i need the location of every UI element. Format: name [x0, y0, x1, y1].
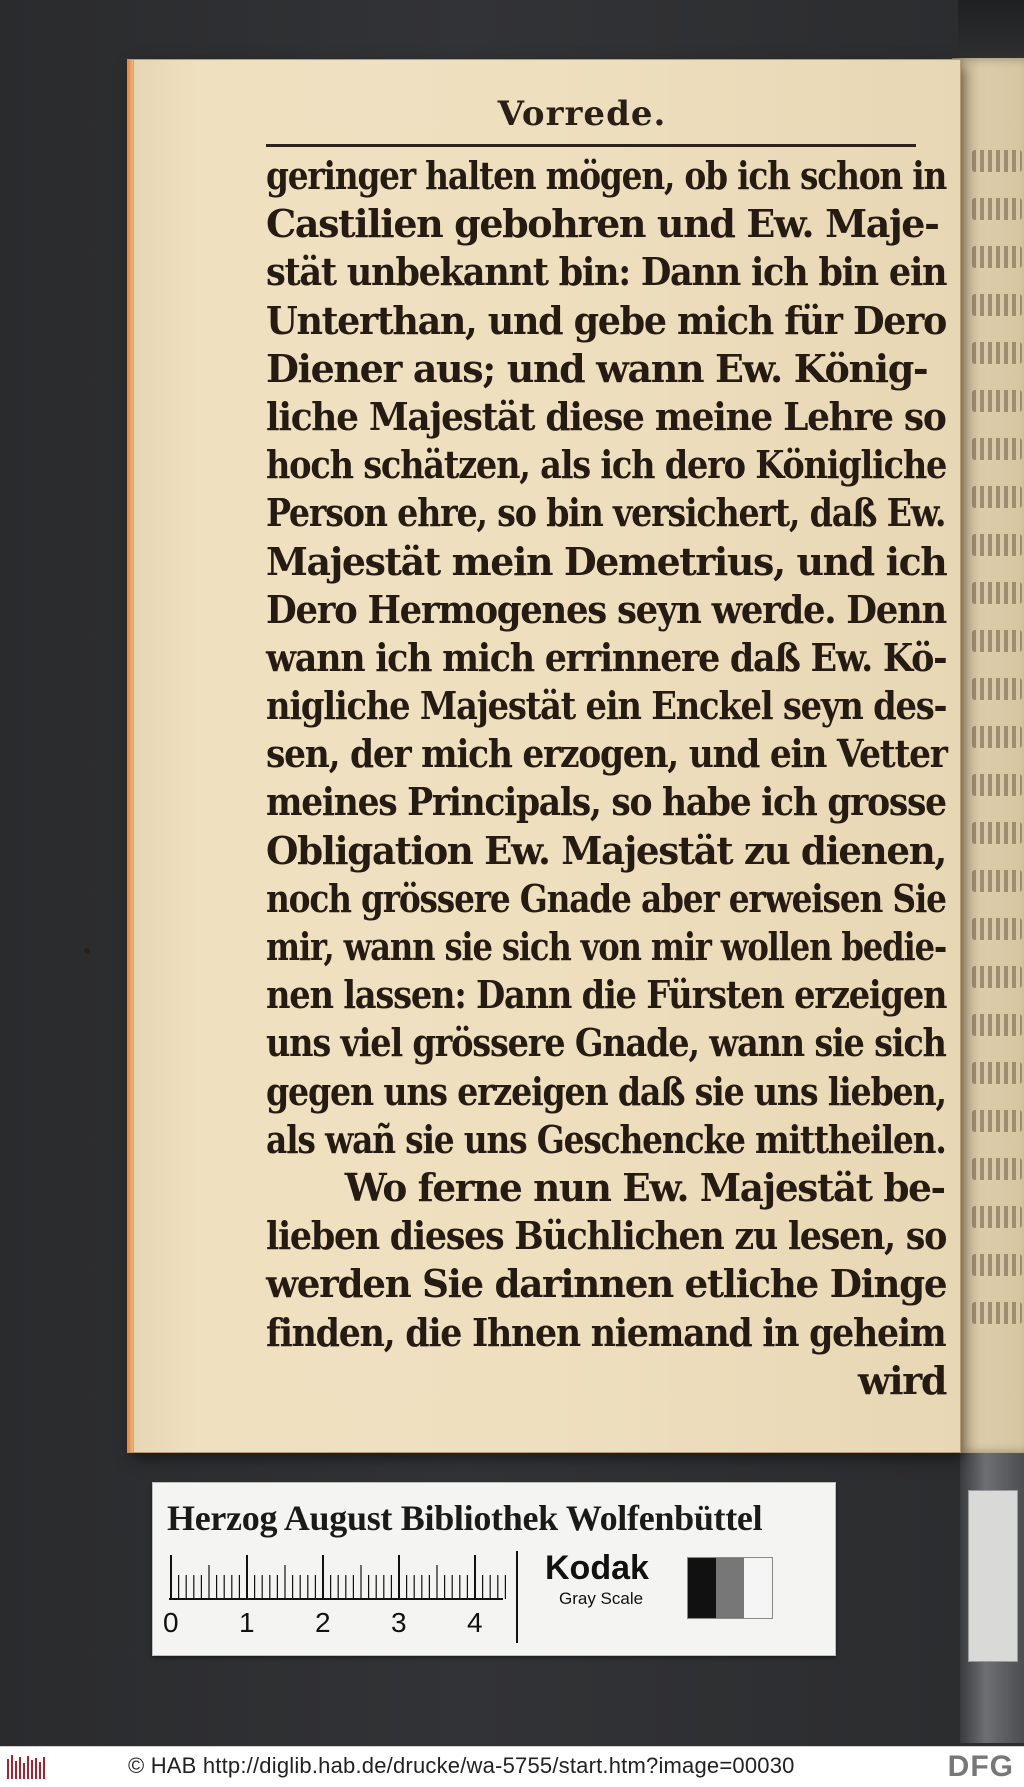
- text-line: sen, der mich erzogen, und ein Vetter: [266, 731, 947, 777]
- text-line: uns viel grössere Gnade, wann sie sich: [266, 1020, 946, 1066]
- facing-text-fragment: [972, 630, 1022, 652]
- ruler-number: 2: [315, 1607, 331, 1638]
- facing-text-fragment: [972, 246, 1022, 268]
- library-name: Herzog August Bibliothek Wolfenbüttel: [167, 1498, 763, 1538]
- footer-bar: [0, 1746, 1024, 1787]
- ink-speck: [84, 948, 90, 954]
- running-head-rule: [266, 144, 916, 147]
- text-line: mir, wann sie sich von mir wollen bedie-: [266, 924, 947, 969]
- facing-text-fragment: [972, 1158, 1022, 1180]
- facing-text-fragment: [972, 438, 1022, 460]
- facing-page-top: [958, 0, 1024, 58]
- text-line: Obligation Ew. Majestät zu dienen,: [266, 827, 947, 873]
- facing-text-fragment: [972, 918, 1022, 940]
- facing-text-fragment: [972, 1254, 1022, 1276]
- footer-url[interactable]: © HAB http://diglib.hab.de/drucke/wa-5755/start.htm?image=00030: [128, 1753, 795, 1778]
- page-text: [266, 152, 946, 1405]
- text-line: Majestät mein Demetrius, und ich: [266, 538, 947, 584]
- ruler-number: 3: [391, 1607, 407, 1638]
- facing-text-fragment: [972, 774, 1022, 796]
- text-line: Unterthan, und gebe mich für Dero: [266, 297, 947, 343]
- facing-text-fragment: [972, 678, 1022, 700]
- text-line: nigliche Majestät ein Enckel seyn des-: [266, 683, 947, 729]
- facing-text-fragment: [972, 1014, 1022, 1036]
- gray-swatch: [688, 1558, 716, 1618]
- facing-text-fragment: [972, 1206, 1022, 1228]
- text-line: finden, die Ihnen niemand in geheim: [266, 1309, 946, 1355]
- book-page: [128, 60, 960, 1452]
- catchword: wird: [857, 1357, 946, 1403]
- facing-text-fragment: [972, 342, 1022, 364]
- ruler-icon: [169, 1555, 509, 1603]
- facing-text-fragment: [972, 534, 1022, 556]
- text-line: gegen uns erzeigen daß sie uns lieben,: [266, 1068, 946, 1114]
- gray-scale-label: Gray Scale: [559, 1589, 644, 1608]
- shelf-label: [968, 1490, 1018, 1662]
- text-line: Wo ferne nun Ew. Majestät be-: [344, 1164, 945, 1210]
- gray-swatch: [744, 1558, 772, 1618]
- facing-text-fragment: [972, 726, 1022, 748]
- text-line: Person ehre, so bin versichert, daß Ew.: [266, 490, 946, 536]
- facing-text-fragment: [972, 1110, 1022, 1132]
- page-edge: [128, 60, 133, 1452]
- text-line: liche Majestät diese meine Lehre so: [266, 393, 946, 439]
- facing-text-fragment: [972, 582, 1022, 604]
- facing-text-fragment: [972, 198, 1022, 220]
- text-line: lieben dieses Büchlichen zu lesen, so: [266, 1213, 947, 1259]
- facing-text-fragment: [972, 822, 1022, 844]
- ruler-number: 0: [163, 1607, 179, 1638]
- separator: [516, 1551, 518, 1643]
- kodak-logo: Kodak: [545, 1549, 649, 1587]
- ruler-numbers: [163, 1607, 523, 1643]
- color-scale-card: [152, 1482, 836, 1656]
- text-line: meines Principals, so habe ich grosse: [266, 779, 946, 825]
- facing-text-fragment: [972, 486, 1022, 508]
- text-line: stät unbekannt bin: Dann ich bin ein: [266, 249, 947, 295]
- text-line: geringer halten mögen, ob ich schon in: [266, 153, 947, 198]
- ruler-number: 4: [467, 1607, 483, 1638]
- text-line: wann ich mich errinnere daß Ew. Kö-: [266, 634, 947, 680]
- running-head: Vorrede.: [497, 94, 667, 134]
- text-line: hoch schätzen, als ich dero Königliche: [266, 442, 947, 488]
- facing-text-fragment: [972, 390, 1022, 412]
- facing-text-fragment: [972, 1062, 1022, 1084]
- text-line: als wañ sie uns Geschencke mittheilen.: [266, 1116, 946, 1162]
- facing-text-fragment: [972, 150, 1022, 172]
- gray-scale-swatches: [687, 1557, 773, 1619]
- text-line: noch grössere Gnade aber erweisen Sie: [266, 875, 946, 921]
- facing-text-fragment: [972, 966, 1022, 988]
- text-line: Castilien gebohren und Ew. Maje-: [266, 201, 939, 247]
- facing-text-fragment: [972, 1302, 1022, 1324]
- hab-logo-icon: [6, 1753, 46, 1781]
- text-line: Dero Hermogenes seyn werde. Denn: [266, 586, 946, 632]
- gray-swatch: [716, 1558, 744, 1618]
- facing-text-fragment: [972, 294, 1022, 316]
- dfg-logo: DFG: [947, 1750, 1014, 1783]
- facing-text-fragment: [972, 870, 1022, 892]
- text-line: Diener aus; und wann Ew. König-: [266, 345, 928, 391]
- text-line: nen lassen: Dann die Fürsten erzeigen: [266, 972, 947, 1018]
- ruler-number: 1: [239, 1607, 255, 1638]
- text-line: werden Sie darinnen etliche Dinge: [266, 1261, 947, 1307]
